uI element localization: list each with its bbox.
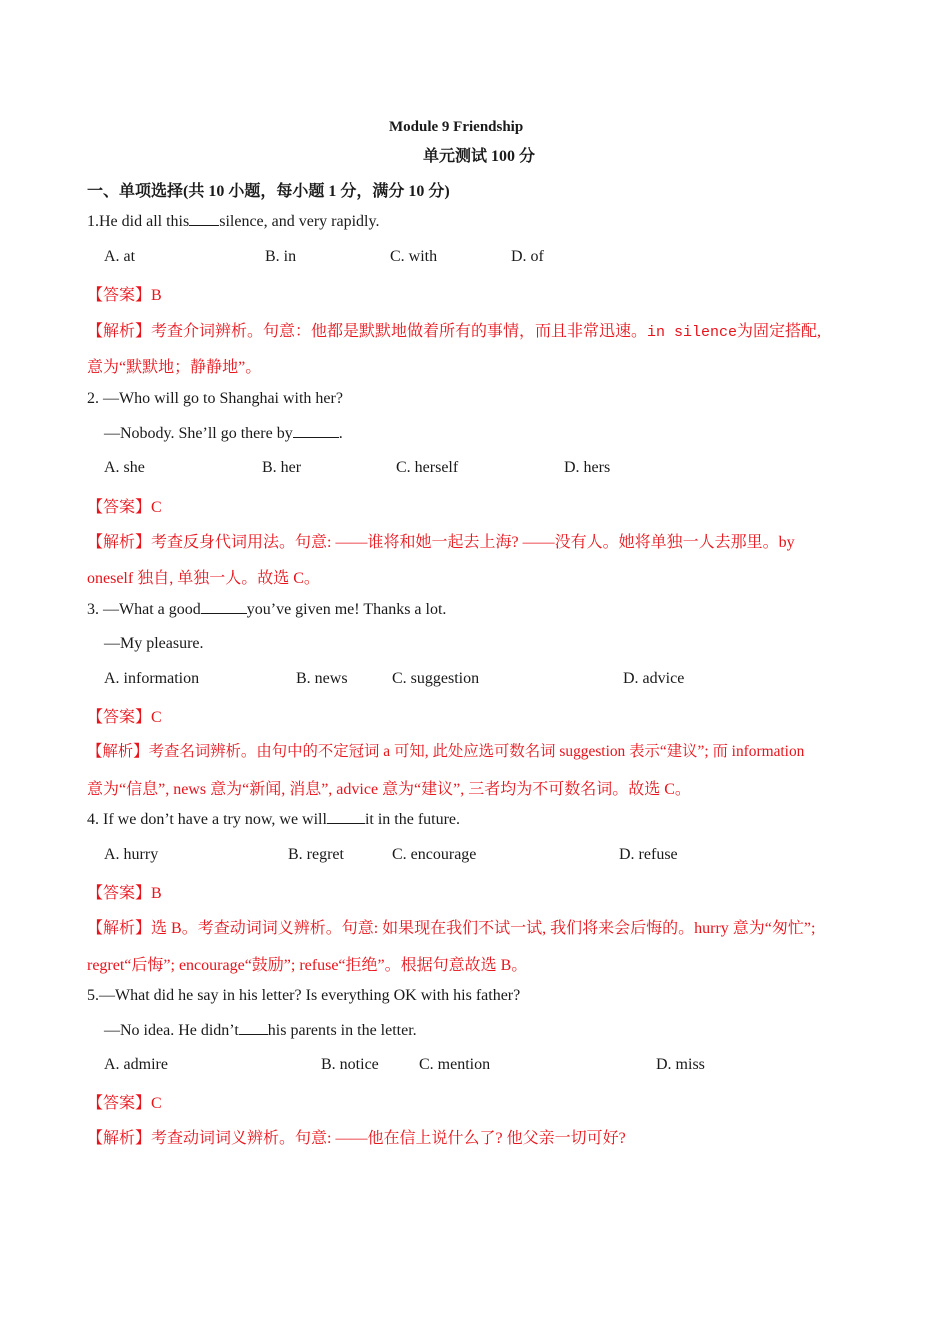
- question-4-answer: [87, 880, 162, 903]
- analysis-label: 【解析】: [87, 1130, 152, 1147]
- question-2-answer: [87, 494, 162, 517]
- question-2-option-c: C. herself: [396, 459, 459, 476]
- question-5-reply-start: —No idea. He didn’t: [104, 1022, 239, 1039]
- question-5-option-c: C. mention: [419, 1056, 491, 1073]
- question-2-stem: 2. —Who will go to Shanghai with her?: [87, 390, 343, 407]
- question-4-option-b: B. regret: [288, 846, 344, 863]
- answer-value: C: [151, 1095, 162, 1112]
- question-3-answer: [87, 704, 162, 727]
- question-3-stem: [87, 601, 446, 619]
- analysis-label: 【解析】: [87, 743, 149, 760]
- analysis-text-end: 为固定搭配,: [737, 323, 822, 340]
- question-4-stem-start: 4. If we don’t have a try now, we will: [87, 811, 327, 828]
- question-4-option-d: D. refuse: [619, 846, 678, 863]
- answer-label: 【答案】: [87, 1095, 152, 1112]
- section-heading: 一、单项选择(共 10 小题，每小题 1 分，满分 10 分): [87, 183, 450, 200]
- question-2-option-a: A. she: [104, 459, 145, 476]
- question-4-analysis-line-2: regret“后悔”; encourage“鼓励”; refuse“拒绝”。根据句意故选 B。: [87, 957, 528, 974]
- analysis-text: 考查动词词义辨析。句意: ——他在信上说什么了? 他父亲一切可好?: [151, 1130, 626, 1147]
- question-5-option-a: A. admire: [104, 1056, 168, 1073]
- question-4-stem: [87, 811, 460, 829]
- question-3-option-d: D. advice: [623, 670, 685, 687]
- question-1-option-b: B. in: [265, 248, 297, 265]
- question-1-option-d: D. of: [511, 248, 544, 265]
- answer-blank: [239, 1022, 268, 1035]
- answer-value: C: [151, 709, 162, 726]
- answer-blank: [201, 601, 247, 614]
- question-2-option-d: D. hers: [564, 459, 611, 476]
- question-5-option-b: B. notice: [321, 1056, 379, 1073]
- analysis-text: 考查介词辨析。句意：他都是默默地做着所有的事情，而且非常迅速。: [151, 323, 648, 340]
- analysis-text: 考查反身代词用法。句意: ——谁将和她一起去上海? ——没有人。她将单独一人去那里。by: [151, 534, 795, 551]
- analysis-label: 【解析】: [87, 323, 152, 340]
- question-3-stem-start: 3. —What a good: [87, 601, 201, 618]
- answer-blank: [327, 811, 365, 824]
- question-3-reply: —My pleasure.: [104, 635, 204, 652]
- question-5-reply: [104, 1022, 417, 1040]
- question-5-option-d: D. miss: [656, 1056, 705, 1073]
- question-2-reply: [104, 425, 343, 443]
- question-1-analysis-line-1: [87, 318, 821, 341]
- question-3-option-c: C. suggestion: [392, 670, 480, 687]
- question-4-analysis-line-1: [87, 915, 815, 938]
- answer-value: B: [151, 287, 162, 304]
- question-3-stem-end: you’ve given me! Thanks a lot.: [246, 601, 447, 618]
- answer-label: 【答案】: [87, 499, 152, 516]
- answer-value: B: [151, 885, 162, 902]
- answer-blank: [293, 425, 339, 438]
- question-1-stem-start: 1.He did all this: [87, 213, 190, 230]
- document-title: Module 9 Friendship: [389, 119, 524, 135]
- analysis-text: 考查名词辨析。由句中的不定冠词 a 可知, 此处应选可数名词 suggestion 表示“建议”; 而 information: [148, 743, 805, 760]
- question-5-answer: [87, 1090, 162, 1113]
- question-3-option-b: B. news: [296, 670, 348, 687]
- question-1-analysis-line-2: 意为“默默地；静静地”。: [87, 359, 262, 376]
- question-5-reply-end: his parents in the letter.: [267, 1022, 417, 1039]
- question-3-option-a: A. information: [104, 670, 200, 687]
- question-4-option-a: A. hurry: [104, 846, 159, 863]
- question-4-option-c: C. encourage: [392, 846, 477, 863]
- question-1-stem-end: silence, and very rapidly.: [219, 213, 380, 230]
- answer-value: C: [151, 499, 162, 516]
- document-subtitle: 单元测试 100 分: [423, 148, 536, 165]
- question-1-option-a: A. at: [104, 248, 136, 265]
- answer-label: 【答案】: [87, 287, 152, 304]
- question-1-stem: [87, 213, 379, 231]
- question-2-reply-end: .: [338, 425, 343, 442]
- question-4-stem-end: it in the future.: [364, 811, 461, 828]
- question-5-analysis-line-1: [87, 1125, 626, 1148]
- question-2-option-b: B. her: [262, 459, 302, 476]
- question-5-stem: 5.—What did he say in his letter? Is everything OK with his father?: [87, 987, 521, 1004]
- question-3-analysis-line-1: [87, 739, 804, 761]
- analysis-phrase: in silence: [647, 324, 738, 341]
- question-2-analysis-line-2: oneself 独自, 单独一人。故选 C。: [87, 570, 320, 587]
- question-1-option-c: C. with: [390, 248, 438, 265]
- answer-label: 【答案】: [87, 885, 152, 902]
- analysis-label: 【解析】: [87, 534, 152, 551]
- question-1-answer: [87, 282, 162, 305]
- question-3-analysis-line-2: 意为“信息”, news 意为“新闻, 消息”, advice 意为“建议”, 三者均为不可数名词。故选 C。: [87, 781, 691, 798]
- question-2-reply-start: —Nobody. She’ll go there by: [104, 425, 293, 442]
- question-2-analysis-line-1: [87, 529, 795, 552]
- answer-label: 【答案】: [87, 709, 152, 726]
- analysis-label: 【解析】: [87, 920, 152, 937]
- analysis-text: 选 B。考查动词词义辨析。句意: 如果现在我们不试一试, 我们将来会后悔的。hurry 意为“匆忙”;: [151, 920, 816, 937]
- answer-blank: [189, 213, 219, 226]
